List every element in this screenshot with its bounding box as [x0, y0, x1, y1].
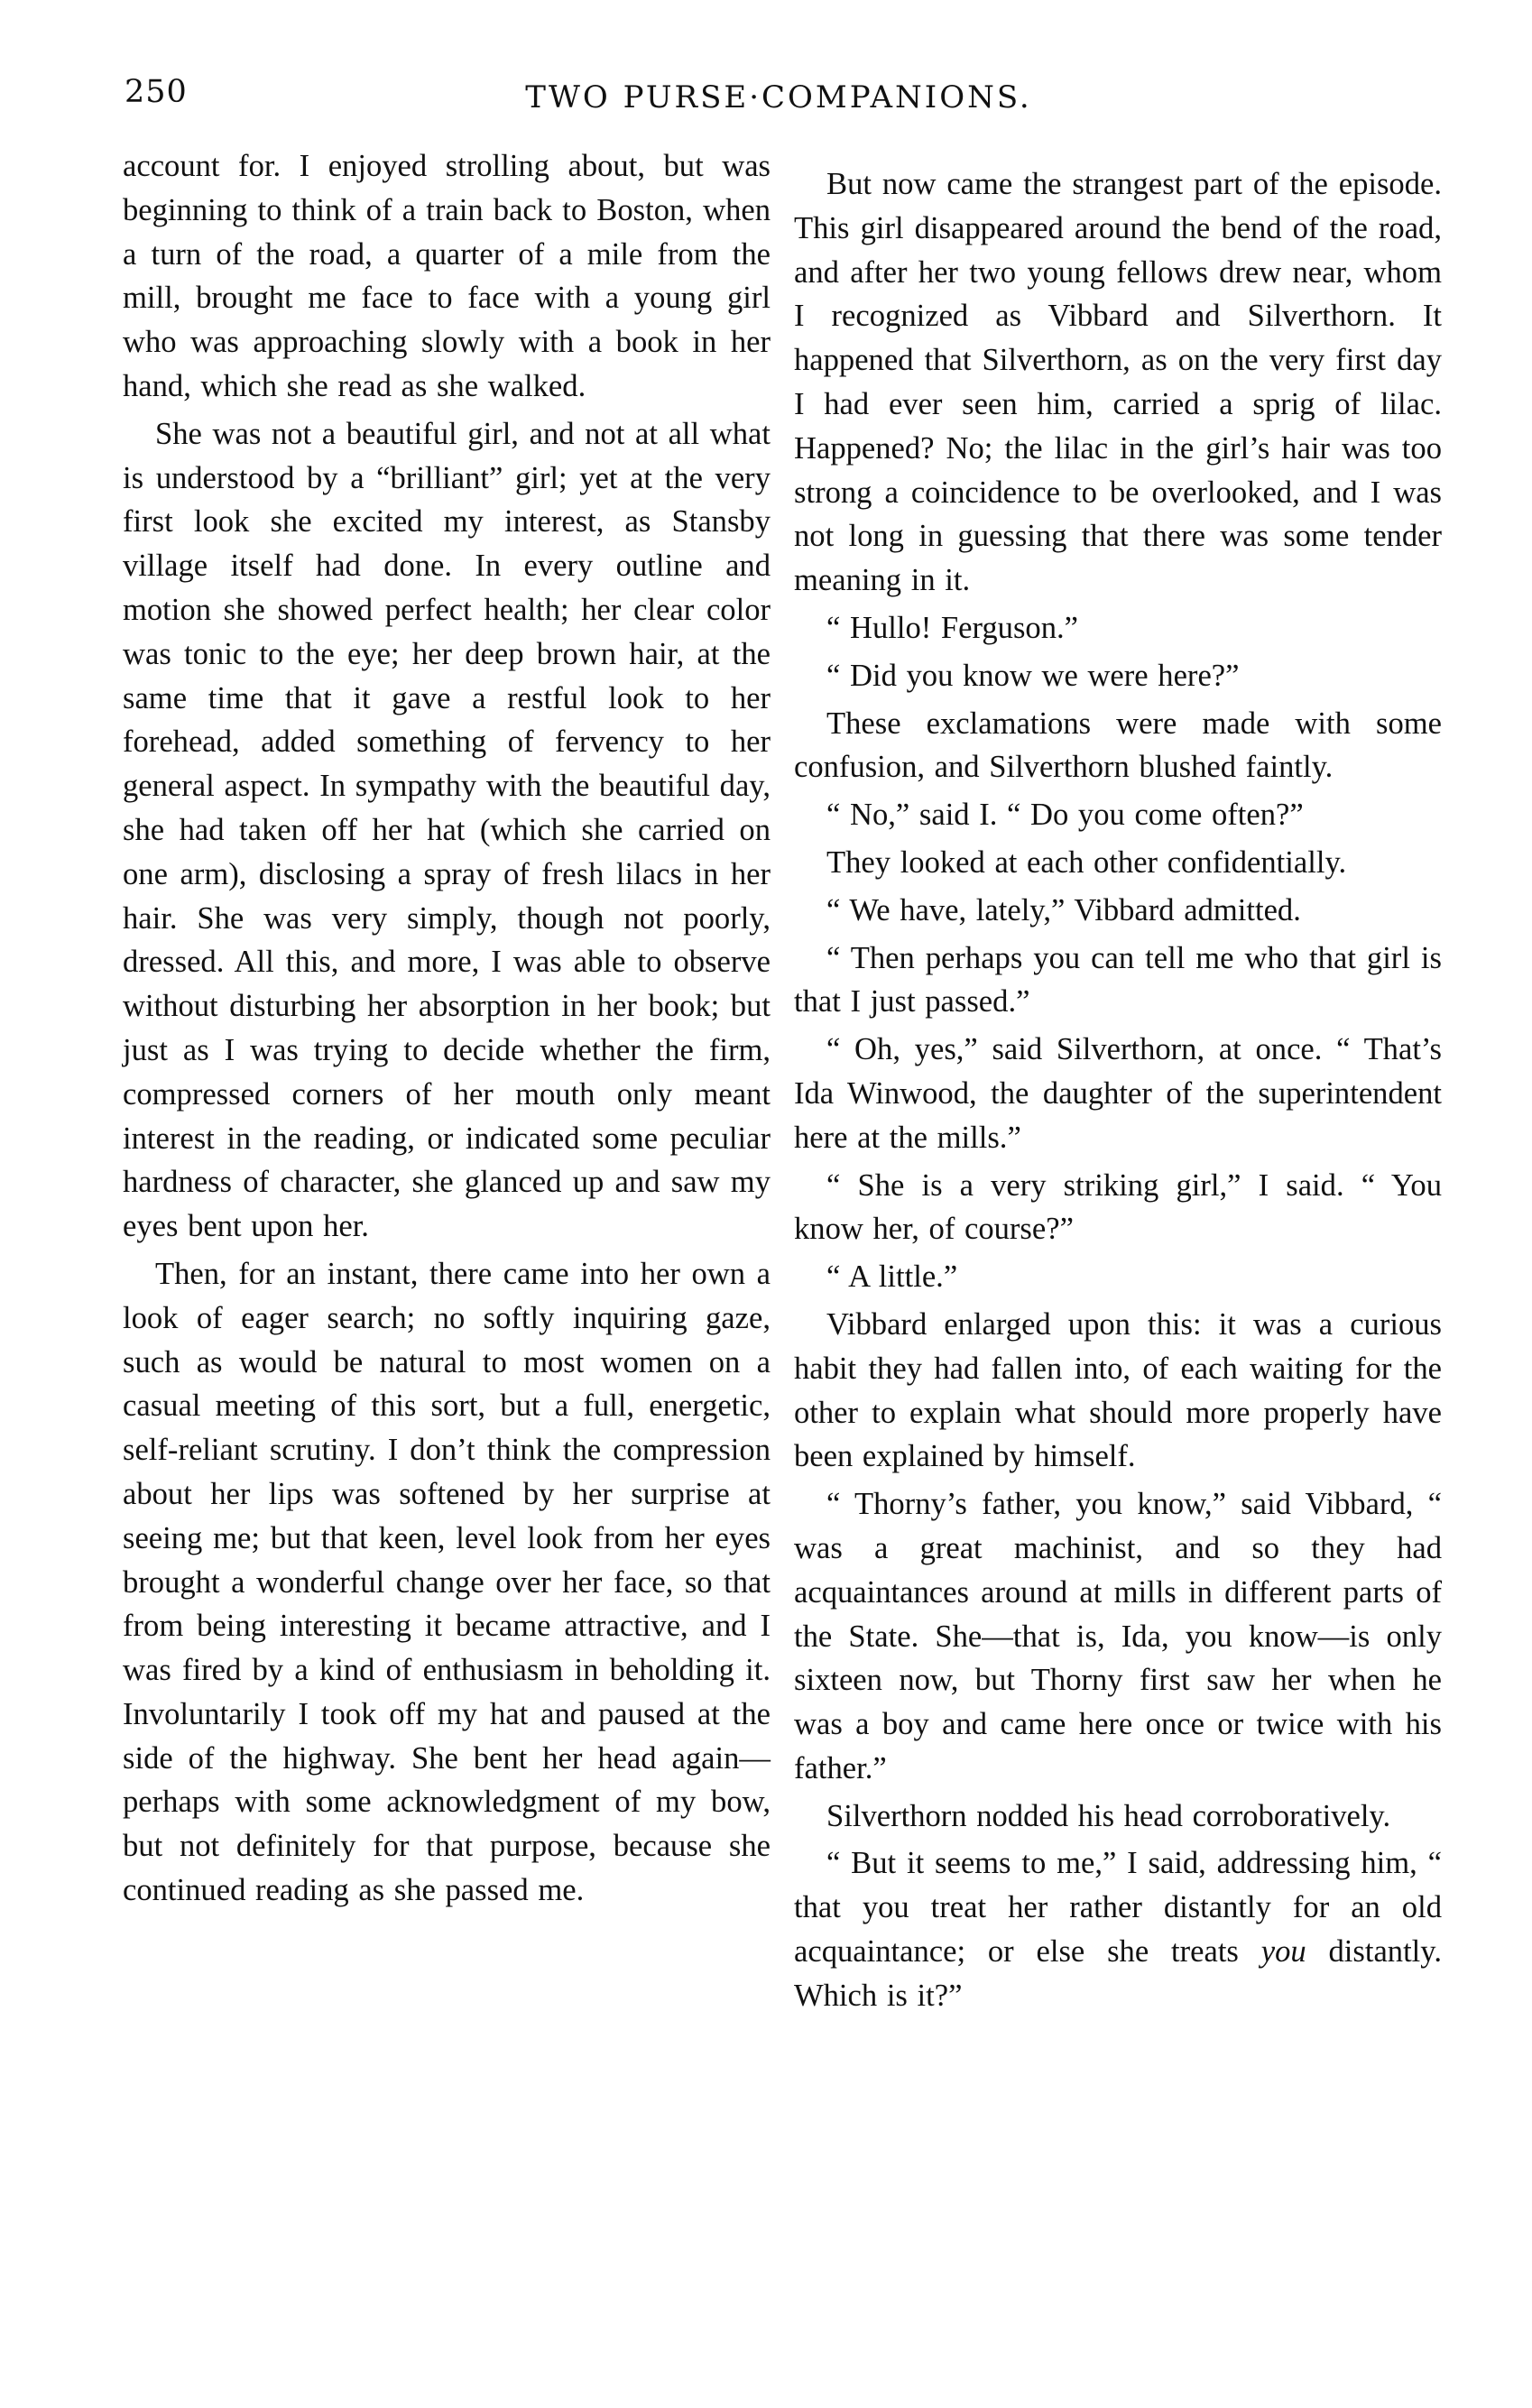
- dialogue-line: “ A little.”: [826, 1259, 958, 1295]
- dialogue-line: “ Oh, yes,” said Silverthorn, at once. “ That’s Ida Winwood, the daughter of the superintendent here at the mills.”: [794, 1032, 1442, 1155]
- page-number: 250: [125, 74, 188, 110]
- dialogue-line: “ Hullo! Ferguson.”: [826, 610, 1078, 645]
- final-text-after: distantly. Which is it?”: [794, 1934, 1442, 2013]
- dialogue-line: “ Thorny’s father, you know,” said Vibbard, “ was a great machinist, and so they had acquaintances around at mills in different parts of the State. She—that is, Ida, you know—is only sixteen now, but Thorny first saw her when he was a boy and came here once or twice with his father.”: [794, 1487, 1442, 1785]
- final-dialogue-line: [794, 1841, 1442, 2017]
- paragraph: But now came the strangest part of the episode. This girl disappeared around the bend of the road, and after her two young fellows drew near, whom I recognized as Vibbard and Silverthorn. It happened that Silverthorn, as on the very first day I had ever seen him, carried a sprig of lilac. Happened? No; the lilac in the girl’s hair was too strong a coincidence to be overlooked, and I was not long in guessing that there was some tender meaning in it.: [794, 167, 1442, 598]
- emphasized-word: you: [1260, 1934, 1306, 1970]
- final-text-before: “ But it seems to me,” I said, addressing him, “ that you treat her rather distantly for an old acquaintance; or else she treats: [794, 1846, 1442, 1970]
- paragraph: Silverthorn nodded his head corroboratively.: [826, 1798, 1391, 1833]
- paragraph: These exclamations were made with some confusion, and Silverthorn blushed faintly.: [794, 706, 1442, 785]
- dialogue-line: “ She is a very striking girl,” I said. “ You know her, of course?”: [794, 1167, 1442, 1247]
- dialogue-line: “ Did you know we were here?”: [826, 658, 1240, 693]
- dialogue-line: “ We have, lately,” Vibbard admitted.: [826, 892, 1301, 927]
- right-column: [794, 162, 1442, 2283]
- dialogue-line: “ Then perhaps you can tell me who that girl is that I just passed.”: [794, 940, 1442, 1019]
- dialogue-line: “ No,” said I. “ Do you come often?”: [826, 798, 1304, 833]
- paragraph: They looked at each other confidentially.: [826, 844, 1347, 880]
- paragraph: account for. I enjoyed strolling about, but was beginning to think of a train back to Boston, when a turn of the road, a quarter of a mile from the mill, brought me face to face with a young girl who was approaching slowly with a book in her hand, which she read as she walked.: [123, 149, 771, 403]
- running-title: TWO PURSE·COMPANIONS.: [525, 79, 1032, 115]
- paragraph: Vibbard enlarged upon this: it was a curious habit they had fallen into, of each waiting for the other to explain what should more properly have been explained by himself.: [794, 1306, 1442, 1474]
- paragraph: Then, for an instant, there came into her own a look of eager search; no softly inquiring gaze, such as would be natural to most women on a casual meeting of this sort, but a full, energetic, self-reliant scrutiny. I don’t think the compression about her lips was softened by her surprise at seeing me; but that keen, level look from her eyes brought a wonderful change over her face, so that from being interesting it became attractive, and I was fired by a kind of enthusiasm in beholding it. Involuntarily I took off my hat and paused at the side of the highway. She bent her head again—perhaps with some acknowledgment of my bow, but not definitely for that purpose, because she continued reading as she passed me.: [123, 1256, 771, 1908]
- left-column: [123, 144, 771, 2265]
- page-header: [125, 74, 1433, 128]
- paragraph: She was not a beautiful girl, and not at all what is understood by a “brilliant” girl; yet at the very first look she excited my interest, as Stansby village itself had done. In every outline and motion she showed perfect health; her clear color was tonic to the eye; her deep brown hair, at the same time that it gave a restful look to her forehead, added something of fervency to her general aspect. In sympathy with the beautiful day, she had taken off her hat (which she carried on one arm), disclosing a spray of fresh lilacs in her hair. She was very simply, though not poorly, dressed. All this, and more, I was able to observe without disturbing her absorption in her book; but just as I was trying to decide whether the firm, compressed corners of her mouth only meant interest in the reading, or indicated some peculiar hardness of character, she glanced up and saw my eyes bent upon her.: [123, 416, 771, 1244]
